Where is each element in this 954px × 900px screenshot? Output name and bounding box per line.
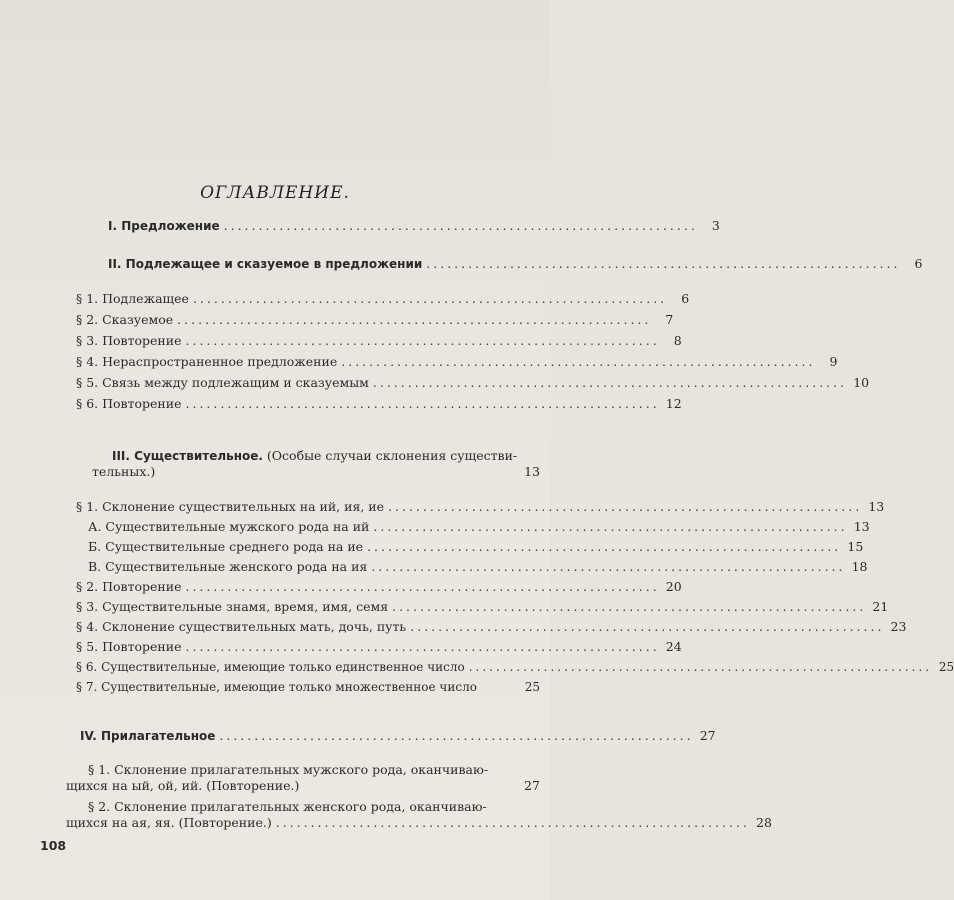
toc-entry-page: 23 bbox=[890, 619, 907, 634]
toc-entry bbox=[76, 375, 870, 391]
toc-entry-page: 6 bbox=[914, 256, 923, 271]
leader-dots: .................................................................... bbox=[372, 375, 848, 390]
toc-entry-page: 6 bbox=[681, 291, 690, 306]
toc-entry bbox=[76, 599, 889, 615]
toc-entry-label: § 5. Повторение bbox=[76, 639, 182, 654]
toc-entry-page: 13 bbox=[524, 464, 540, 479]
toc-entry bbox=[66, 778, 540, 794]
toc-entry-label: § 6. Повторение bbox=[76, 396, 182, 411]
toc-entry-label: § 2. Сказуемое bbox=[76, 312, 174, 327]
toc-entry-label: § 4. Нераспространенное предложение bbox=[76, 354, 338, 369]
leader-dots: .................................................................... bbox=[367, 539, 842, 554]
toc-entry-chapter-1 bbox=[108, 218, 720, 234]
toc-entry-label: § 7. Существительные, имеющие только множественное число bbox=[76, 680, 477, 694]
leader-space bbox=[481, 679, 518, 695]
toc-entry-label: § 3. Повторение bbox=[76, 333, 182, 348]
toc-entry-chapter-3 bbox=[92, 464, 540, 480]
toc-entry-label-continued: (Особые случаи склонения существи- bbox=[266, 448, 518, 463]
leader-dots: .................................................................... bbox=[341, 354, 816, 369]
toc-entry bbox=[76, 396, 682, 412]
toc-entry-label: II. Подлежащее и сказуемое в предложении bbox=[108, 257, 423, 271]
toc-entry-page: 10 bbox=[853, 375, 870, 390]
toc-entry bbox=[76, 499, 885, 515]
toc-entry bbox=[76, 579, 682, 595]
toc-entry-page: 8 bbox=[673, 333, 682, 348]
toc-entry-label: IV. Прилагательное bbox=[80, 729, 216, 743]
toc-entry-page: 25 bbox=[938, 660, 954, 674]
toc-title: ОГЛАВЛЕНИЕ. bbox=[200, 183, 350, 203]
toc-entry-page: 15 bbox=[847, 539, 864, 554]
toc-entry bbox=[76, 291, 690, 307]
toc-entry bbox=[76, 619, 907, 635]
toc-entry-label: А. Существительные мужского рода на ий bbox=[88, 519, 370, 534]
toc-entry-chapter-3-line1 bbox=[112, 448, 517, 464]
toc-entry-chapter-2 bbox=[108, 256, 923, 272]
toc-entry-page: 12 bbox=[665, 396, 682, 411]
toc-entry-page: 28 bbox=[756, 815, 772, 830]
toc-entry-label: § 1. Подлежащее bbox=[76, 291, 189, 306]
toc-entry-label: щихся на ый, ой, ий. (Повторение.) bbox=[66, 778, 300, 793]
toc-entry-chapter-4 bbox=[80, 728, 716, 744]
leader-space bbox=[159, 464, 518, 480]
toc-entry-label: § 4. Склонение существительных мать, дочь, путь bbox=[76, 619, 407, 634]
toc-entry bbox=[66, 815, 772, 831]
leader-dots: .................................................................... bbox=[275, 815, 750, 830]
toc-entry-label: § 2. Повторение bbox=[76, 579, 182, 594]
toc-entry bbox=[76, 659, 954, 675]
toc-entry bbox=[76, 354, 838, 370]
leader-dots: .................................................................... bbox=[388, 499, 863, 514]
leader-dots: .................................................................... bbox=[177, 312, 652, 327]
toc-entry-page: 7 bbox=[665, 312, 674, 327]
toc-entry bbox=[88, 559, 868, 575]
toc-entry-page: 13 bbox=[853, 519, 870, 534]
toc-entry-label: I. Предложение bbox=[108, 219, 220, 233]
toc-entry-page: 13 bbox=[868, 499, 885, 514]
toc-entry-label: В. Существительные женского рода на ия bbox=[88, 559, 368, 574]
toc-entry bbox=[88, 539, 864, 555]
toc-entry-page: 27 bbox=[524, 778, 540, 793]
toc-entry-label: § 1. Склонение существительных на ий, ия, ие bbox=[76, 499, 385, 514]
toc-entry bbox=[76, 312, 674, 328]
toc-entry bbox=[76, 679, 540, 695]
toc-entry-page: 27 bbox=[699, 728, 716, 743]
toc-entry-page: 20 bbox=[665, 579, 682, 594]
toc-entry bbox=[76, 639, 682, 655]
toc-entry-page: 18 bbox=[851, 559, 868, 574]
toc-entry bbox=[88, 519, 870, 535]
toc-entry-label: тельных.) bbox=[92, 464, 156, 479]
leader-dots: .................................................................... bbox=[219, 728, 694, 743]
toc-entry-label: § 5. Связь между подлежащим и сказуемым bbox=[76, 375, 369, 390]
leader-dots: .................................................................... bbox=[185, 639, 660, 654]
leader-dots: .................................................................... bbox=[185, 396, 660, 411]
page-number: 108 bbox=[40, 838, 67, 853]
toc-entry-page: 9 bbox=[829, 354, 838, 369]
toc-entry-label: § 6. Существительные, имеющие только единственное число bbox=[76, 660, 465, 674]
toc-entry-label: Б. Существительные среднего рода на ие bbox=[88, 539, 364, 554]
toc-entry-page: 24 bbox=[665, 639, 682, 654]
leader-dots: .................................................................... bbox=[223, 218, 698, 233]
leader-dots: .................................................................... bbox=[468, 660, 933, 674]
toc-entry-label: § 3. Существительные знамя, время, имя, семя bbox=[76, 599, 389, 614]
leader-dots: .................................................................... bbox=[426, 256, 901, 271]
leader-dots: .................................................................... bbox=[185, 333, 660, 348]
toc-entry-line1: § 2. Склонение прилагательных женского рода, оканчиваю- bbox=[88, 799, 487, 814]
toc-entry-page: 21 bbox=[872, 599, 889, 614]
toc-entry-line1: § 1. Склонение прилагательных мужского рода, оканчиваю- bbox=[88, 762, 489, 777]
toc-entry-label: щихся на ая, яя. (Повторение.) bbox=[66, 815, 272, 830]
toc-entry bbox=[76, 333, 682, 349]
leader-dots: .................................................................... bbox=[371, 559, 846, 574]
leader-dots: .................................................................... bbox=[410, 619, 885, 634]
leader-dots: .................................................................... bbox=[185, 579, 660, 594]
leader-dots: .................................................................... bbox=[373, 519, 848, 534]
toc-entry-page: 25 bbox=[524, 680, 540, 694]
leader-dots: .................................................................... bbox=[192, 291, 668, 306]
leader-space bbox=[303, 778, 518, 794]
toc-entry-label: III. Существительное. bbox=[112, 449, 263, 463]
leader-dots: .................................................................... bbox=[392, 599, 867, 614]
toc-entry-page: 3 bbox=[711, 218, 720, 233]
